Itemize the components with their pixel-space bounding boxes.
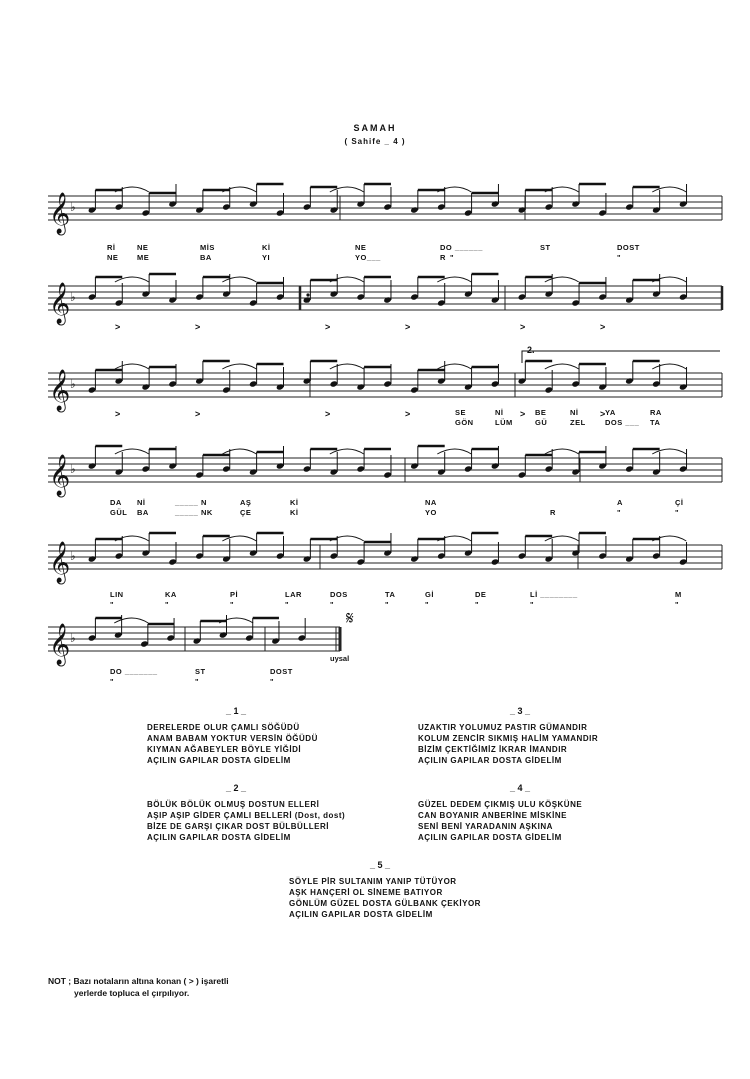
- verse-4: [418, 799, 582, 843]
- verse-line: CAN BOYANIR ANBERİNE MİSKİNE: [418, 811, 567, 820]
- lyric-syllable: Nİ: [570, 408, 579, 417]
- lyric-syllable: TA: [650, 418, 661, 427]
- accent-mark: >: [325, 409, 331, 419]
- verse-line: SENİ BENİ YARADANIN AŞKINA: [418, 822, 553, 831]
- verse-line: AŞIP AŞIP GİDER ÇAMLI BELLERİ (Dost, dost): [147, 811, 346, 820]
- verse-number-5: _ 5 _: [370, 860, 391, 870]
- lyric-syllable: DO _______: [110, 667, 158, 676]
- accent-mark: >: [115, 409, 121, 419]
- lyric-syllable: ÇE: [240, 508, 252, 517]
- lyric-syllable: Kİ: [262, 243, 271, 252]
- accent-mark: >: [520, 409, 526, 419]
- lyric-syllable: DOS: [330, 590, 348, 599]
- lyric-syllable: ": [110, 600, 115, 609]
- verse-line: BİZİM ÇEKTİĞİMİZ İKRAR İMANDIR: [418, 745, 568, 754]
- flat-sign: ♭: [70, 549, 76, 563]
- lyric-syllable: ": [475, 600, 480, 609]
- volta-label: 2.: [527, 345, 535, 355]
- lyric-syllable: DOST: [617, 243, 640, 252]
- footnote-line-2: yerlerde topluca el çırpılıyor.: [74, 988, 190, 998]
- repeat-dot: [306, 299, 309, 302]
- lyric-syllable: Nİ: [495, 408, 504, 417]
- lyric-syllable: Kİ: [290, 508, 299, 517]
- verse-line: DERELERDE OLUR ÇAMLI SÖĞÜDÜ: [147, 723, 300, 732]
- flat-sign: ♭: [70, 462, 76, 476]
- slur: [115, 364, 149, 369]
- lyric-syllable: SE: [455, 408, 467, 417]
- lyric-syllable: GÖN: [455, 418, 474, 427]
- lyric-syllable: YO: [425, 508, 437, 517]
- lyric-syllable: MİS: [200, 243, 215, 252]
- lyric-syllable: Nİ: [137, 498, 146, 507]
- verse-line: BÖLÜK BÖLÜK OLMUŞ DOSTUN ELLERİ: [147, 800, 320, 809]
- lyric-syllable: ": [450, 253, 455, 262]
- lyric-syllable: AŞ: [240, 498, 252, 507]
- accent-mark: >: [195, 409, 201, 419]
- verse-line: BİZE DE GARŞI ÇIKAR DOST BÜLBÜLLERİ: [147, 822, 329, 831]
- slur: [545, 449, 579, 454]
- flat-sign: ♭: [70, 377, 76, 391]
- treble-clef-icon: 𝄞: [49, 455, 71, 496]
- lyric-syllable: NA: [425, 498, 437, 507]
- lyric-syllable: DA: [110, 498, 122, 507]
- lyric-syllable: _____ NK: [175, 508, 213, 517]
- verse-line: GÜZEL DEDEM ÇIKMIŞ ULU KÖŞKÜNE: [418, 800, 583, 809]
- verse-line: KIYMAN AĞABEYLER BÖYLE YİĞİDİ: [147, 745, 302, 754]
- slur: [437, 364, 471, 369]
- slur: [437, 449, 471, 454]
- song-title: SAMAH: [353, 123, 397, 133]
- footnote: [48, 975, 229, 999]
- lyric-syllable: DO ______: [440, 243, 483, 252]
- lyric-syllable: Çİ: [675, 498, 684, 507]
- verse-line: UZAKTIR YOLUMUZ PASTIR GÜMANDIR: [418, 723, 588, 732]
- lyric-syllable: ": [617, 253, 622, 262]
- treble-clef-icon: 𝄞: [49, 283, 71, 324]
- lyric-syllable: _____ N: [175, 498, 207, 507]
- lyric-syllable: Kİ: [290, 498, 299, 507]
- lyric-syllable: ": [530, 600, 535, 609]
- accent-mark: >: [600, 409, 606, 419]
- repeat-dot: [306, 293, 309, 296]
- coda-word: uysal: [330, 654, 350, 663]
- lyric-syllable: DOST: [270, 667, 293, 676]
- slur: [545, 364, 579, 369]
- verse-line: AÇILIN GAPILAR DOSTA GİDELİM: [418, 833, 562, 842]
- lyric-syllable: ": [195, 677, 200, 686]
- verse-line: AÇILIN GAPILAR DOSTA GİDELİM: [289, 910, 433, 919]
- lyric-syllable: ST: [195, 667, 206, 676]
- lyric-syllable: DOS ___: [605, 418, 640, 427]
- treble-clef-icon: 𝄞: [49, 370, 71, 411]
- lyric-syllable: Pİ: [230, 590, 239, 599]
- flat-sign: ♭: [70, 200, 76, 214]
- verse-line: SÖYLE PİR SULTANIM YANIP TÜTÜYOR: [289, 877, 457, 886]
- verse-number-2: _ 2 _: [226, 783, 247, 793]
- lyric-syllable: ": [617, 508, 622, 517]
- slur: [222, 364, 256, 369]
- verse-line: AŞK HANÇERİ OL SİNEME BATIYOR: [289, 888, 443, 897]
- accent-mark: >: [405, 409, 411, 419]
- verse-line: AÇILIN GAPILAR DOSTA GİDELİM: [418, 756, 562, 765]
- verse-number-3: _ 3 _: [510, 706, 531, 716]
- lyric-syllable: NE: [355, 243, 367, 252]
- flat-sign: ♭: [70, 631, 76, 645]
- lyric-syllable: ME: [137, 253, 150, 262]
- lyric-syllable: BA: [137, 508, 149, 517]
- lyric-syllable: Rİ: [107, 243, 116, 252]
- verse-line: GÖNLÜM GÜZEL DOSTA GÜLBANK ÇEKİYOR: [289, 899, 481, 908]
- lyric-syllable: YO___: [355, 253, 381, 262]
- verse-number-1: _ 1 _: [226, 706, 247, 716]
- verse-line: ANAM BABAM YOKTUR VERSİN ÖĞÜDÜ: [147, 734, 318, 743]
- treble-clef-icon: 𝄞: [49, 624, 71, 665]
- verse-1: [147, 722, 318, 766]
- lyric-syllable: NE: [107, 253, 119, 262]
- accent-mark: >: [600, 322, 606, 332]
- slur: [115, 449, 149, 454]
- lyric-syllable: KA: [165, 590, 177, 599]
- lyric-syllable: DE: [475, 590, 487, 599]
- slur: [652, 364, 686, 369]
- treble-clef-icon: 𝄞: [49, 193, 71, 234]
- lyric-syllable: Gİ: [425, 590, 434, 599]
- lyric-syllable: ZEL: [570, 418, 586, 427]
- lyric-syllable: GÜL: [110, 508, 128, 517]
- lyric-syllable: ST: [540, 243, 551, 252]
- verse-line: AÇILIN GAPILAR DOSTA GİDELİM: [147, 833, 291, 842]
- lyric-syllable: ": [110, 677, 115, 686]
- lyric-syllable: ": [385, 600, 390, 609]
- lyric-syllable: M: [675, 590, 682, 599]
- accent-mark: >: [520, 322, 526, 332]
- treble-clef-icon: 𝄞: [49, 542, 71, 583]
- lyric-syllable: ": [675, 600, 680, 609]
- slur: [222, 449, 256, 454]
- lyric-syllable: R: [550, 508, 556, 517]
- accent-mark: >: [405, 322, 411, 332]
- verse-5: [289, 876, 481, 920]
- verse-number-4: _ 4 _: [510, 783, 531, 793]
- lyric-syllable: ": [330, 600, 335, 609]
- lyric-syllable: GÜ: [535, 418, 548, 427]
- segno-sign: 𝄋: [346, 608, 354, 629]
- lyric-syllable: BE: [535, 408, 547, 417]
- lyric-syllable: ": [230, 600, 235, 609]
- slur: [330, 364, 364, 369]
- lyric-syllable: YA: [605, 408, 616, 417]
- lyric-syllable: A: [617, 498, 623, 507]
- page-subtitle: ( Sahife _ 4 ): [344, 137, 406, 146]
- verse-line: KOLUM ZENCİR SIKMIŞ HALİM YAMANDIR: [418, 734, 599, 743]
- lyric-syllable: TA: [385, 590, 396, 599]
- lyric-syllable: ": [285, 600, 290, 609]
- accent-mark: >: [195, 322, 201, 332]
- verse-line: AÇILIN GAPILAR DOSTA GİDELİM: [147, 756, 291, 765]
- verse-2: [147, 799, 345, 843]
- lyric-syllable: BA: [200, 253, 212, 262]
- footnote-line-1: NOT ; Bazı notaların altına konan ( > ) işaretli: [48, 976, 229, 986]
- lyric-syllable: Lİ ________: [530, 590, 578, 599]
- lyric-syllable: ": [675, 508, 680, 517]
- lyric-syllable: LIN: [110, 590, 124, 599]
- lyric-syllable: LAR: [285, 590, 302, 599]
- lyric-syllable: ": [270, 677, 275, 686]
- accent-mark: >: [325, 322, 331, 332]
- lyric-syllable: LÜM: [495, 418, 513, 427]
- flat-sign: ♭: [70, 290, 76, 304]
- verse-3: [418, 722, 598, 766]
- lyric-syllable: ": [165, 600, 170, 609]
- lyric-syllable: RA: [650, 408, 662, 417]
- lyric-syllable: NE: [137, 243, 149, 252]
- lyric-syllable: R: [440, 253, 446, 262]
- accent-mark: >: [115, 322, 121, 332]
- lyric-syllable: ": [425, 600, 430, 609]
- lyric-syllable: YI: [262, 253, 271, 262]
